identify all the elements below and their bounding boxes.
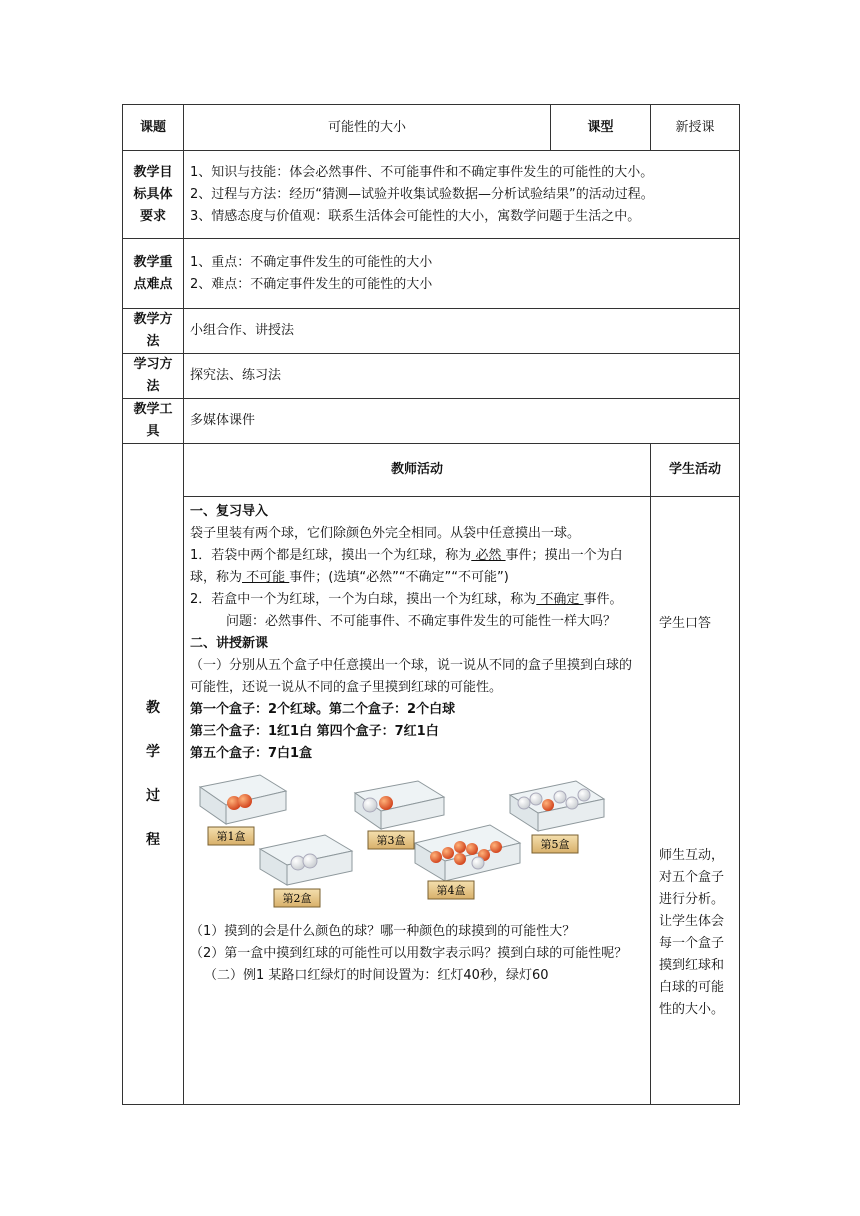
goal-line: 2、过程与方法：经历“猜测—试验并收集试验数据—分析试验结果”的活动过程。	[190, 186, 654, 202]
type-label: 课型	[551, 105, 651, 151]
tools-label: 教学工具	[123, 399, 184, 444]
example-paragraph: （二）例1 某路口红绿灯的时间设置为：红灯40秒，绿灯60	[204, 968, 549, 983]
box-description: 第五个盒子：7白1盒	[190, 746, 313, 761]
box-5	[510, 781, 604, 853]
student-interaction: 师生互动，对五个盒子进行分析。让学生体会每一个盒子摸到红球和白球的可能性的大小。	[659, 848, 725, 1017]
svg-text:第3盒: 第3盒	[376, 834, 406, 847]
box-1	[200, 775, 286, 845]
lesson-plan-table	[122, 104, 740, 1105]
topic-label: 课题	[123, 105, 184, 151]
key-point-line: 2、难点：不确定事件发生的可能性的大小	[190, 276, 433, 292]
box-description: 第一个盒子：2个红球。第二个盒子：2个白球	[190, 702, 456, 717]
svg-text:第1盒: 第1盒	[216, 830, 246, 843]
box-description: 第三个盒子：1红1白 第四个盒子：7红1白	[190, 724, 439, 739]
question-paragraph: （1）摸到的会是什么颜色的球？哪一种颜色的球摸到的可能性大？	[190, 924, 576, 939]
method-label: 教学方法	[123, 309, 184, 354]
goals-content	[184, 151, 740, 239]
box-4	[415, 825, 520, 899]
boxes-illustration	[190, 769, 644, 917]
svg-text:第5盒: 第5盒	[540, 838, 570, 851]
process-label: 教 学 过 程	[123, 444, 184, 1105]
svg-text:第2盒: 第2盒	[282, 892, 312, 905]
teacher-activity-header: 教师活动	[184, 444, 651, 497]
question-paragraph: （2）第一盒中摸到红球的可能性可以用数字表示吗？摸到白球的可能性呢？	[190, 946, 628, 961]
key-points-label: 教学重点难点	[123, 239, 184, 309]
section-title: 一、复习导入	[190, 504, 269, 519]
key-point-line: 1、重点：不确定事件发生的可能性的大小	[190, 254, 433, 270]
student-activity-content	[651, 497, 740, 1105]
svg-text:第4盒: 第4盒	[436, 884, 466, 897]
question-paragraph: 问题：必然事件、不可能事件、不确定事件发生的可能性一样大吗？	[226, 614, 617, 629]
tools-value: 多媒体课件	[184, 399, 740, 444]
question-1: 1．若袋中两个都是红球，摸出一个为红球，称为 必然 事件；摸出一个为白球，称为 不可能 事件；(选填“必然”“不确定”“不可能”)	[190, 548, 623, 585]
box-2	[260, 835, 352, 907]
method-value: 小组合作、讲授法	[184, 309, 740, 354]
section-title: 二、讲授新课	[190, 636, 269, 651]
paragraph: （一）分别从五个盒子中任意摸出一个球，说一说从不同的盒子里摸到白球的可能性，还说一说从不同的盒子里摸到红球的可能性。	[190, 658, 633, 695]
goal-line: 1、知识与技能：体会必然事件、不可能事件和不确定事件发生的可能性的大小。	[190, 164, 654, 180]
teacher-activity-content	[184, 497, 651, 1105]
question-2: 2．若盒中一个为红球，一个为白球，摸出一个为红球，称为 不确定 事件。	[190, 592, 623, 607]
goal-line: 3、情感态度与价值观：联系生活体会可能性的大小，寓数学问题于生活之中。	[190, 208, 641, 224]
type-value: 新授课	[651, 105, 740, 151]
study-label: 学习方法	[123, 354, 184, 399]
goals-label: 教学目标具体要求	[123, 151, 184, 239]
student-activity-header: 学生活动	[651, 444, 740, 497]
study-value: 探究法、练习法	[184, 354, 740, 399]
topic-value: 可能性的大小	[184, 105, 551, 151]
student-answer: 学生口答	[659, 616, 712, 631]
paragraph: 袋子里装有两个球，它们除颜色外完全相同。从袋中任意摸出一球。	[190, 526, 581, 541]
key-points-content	[184, 239, 740, 309]
